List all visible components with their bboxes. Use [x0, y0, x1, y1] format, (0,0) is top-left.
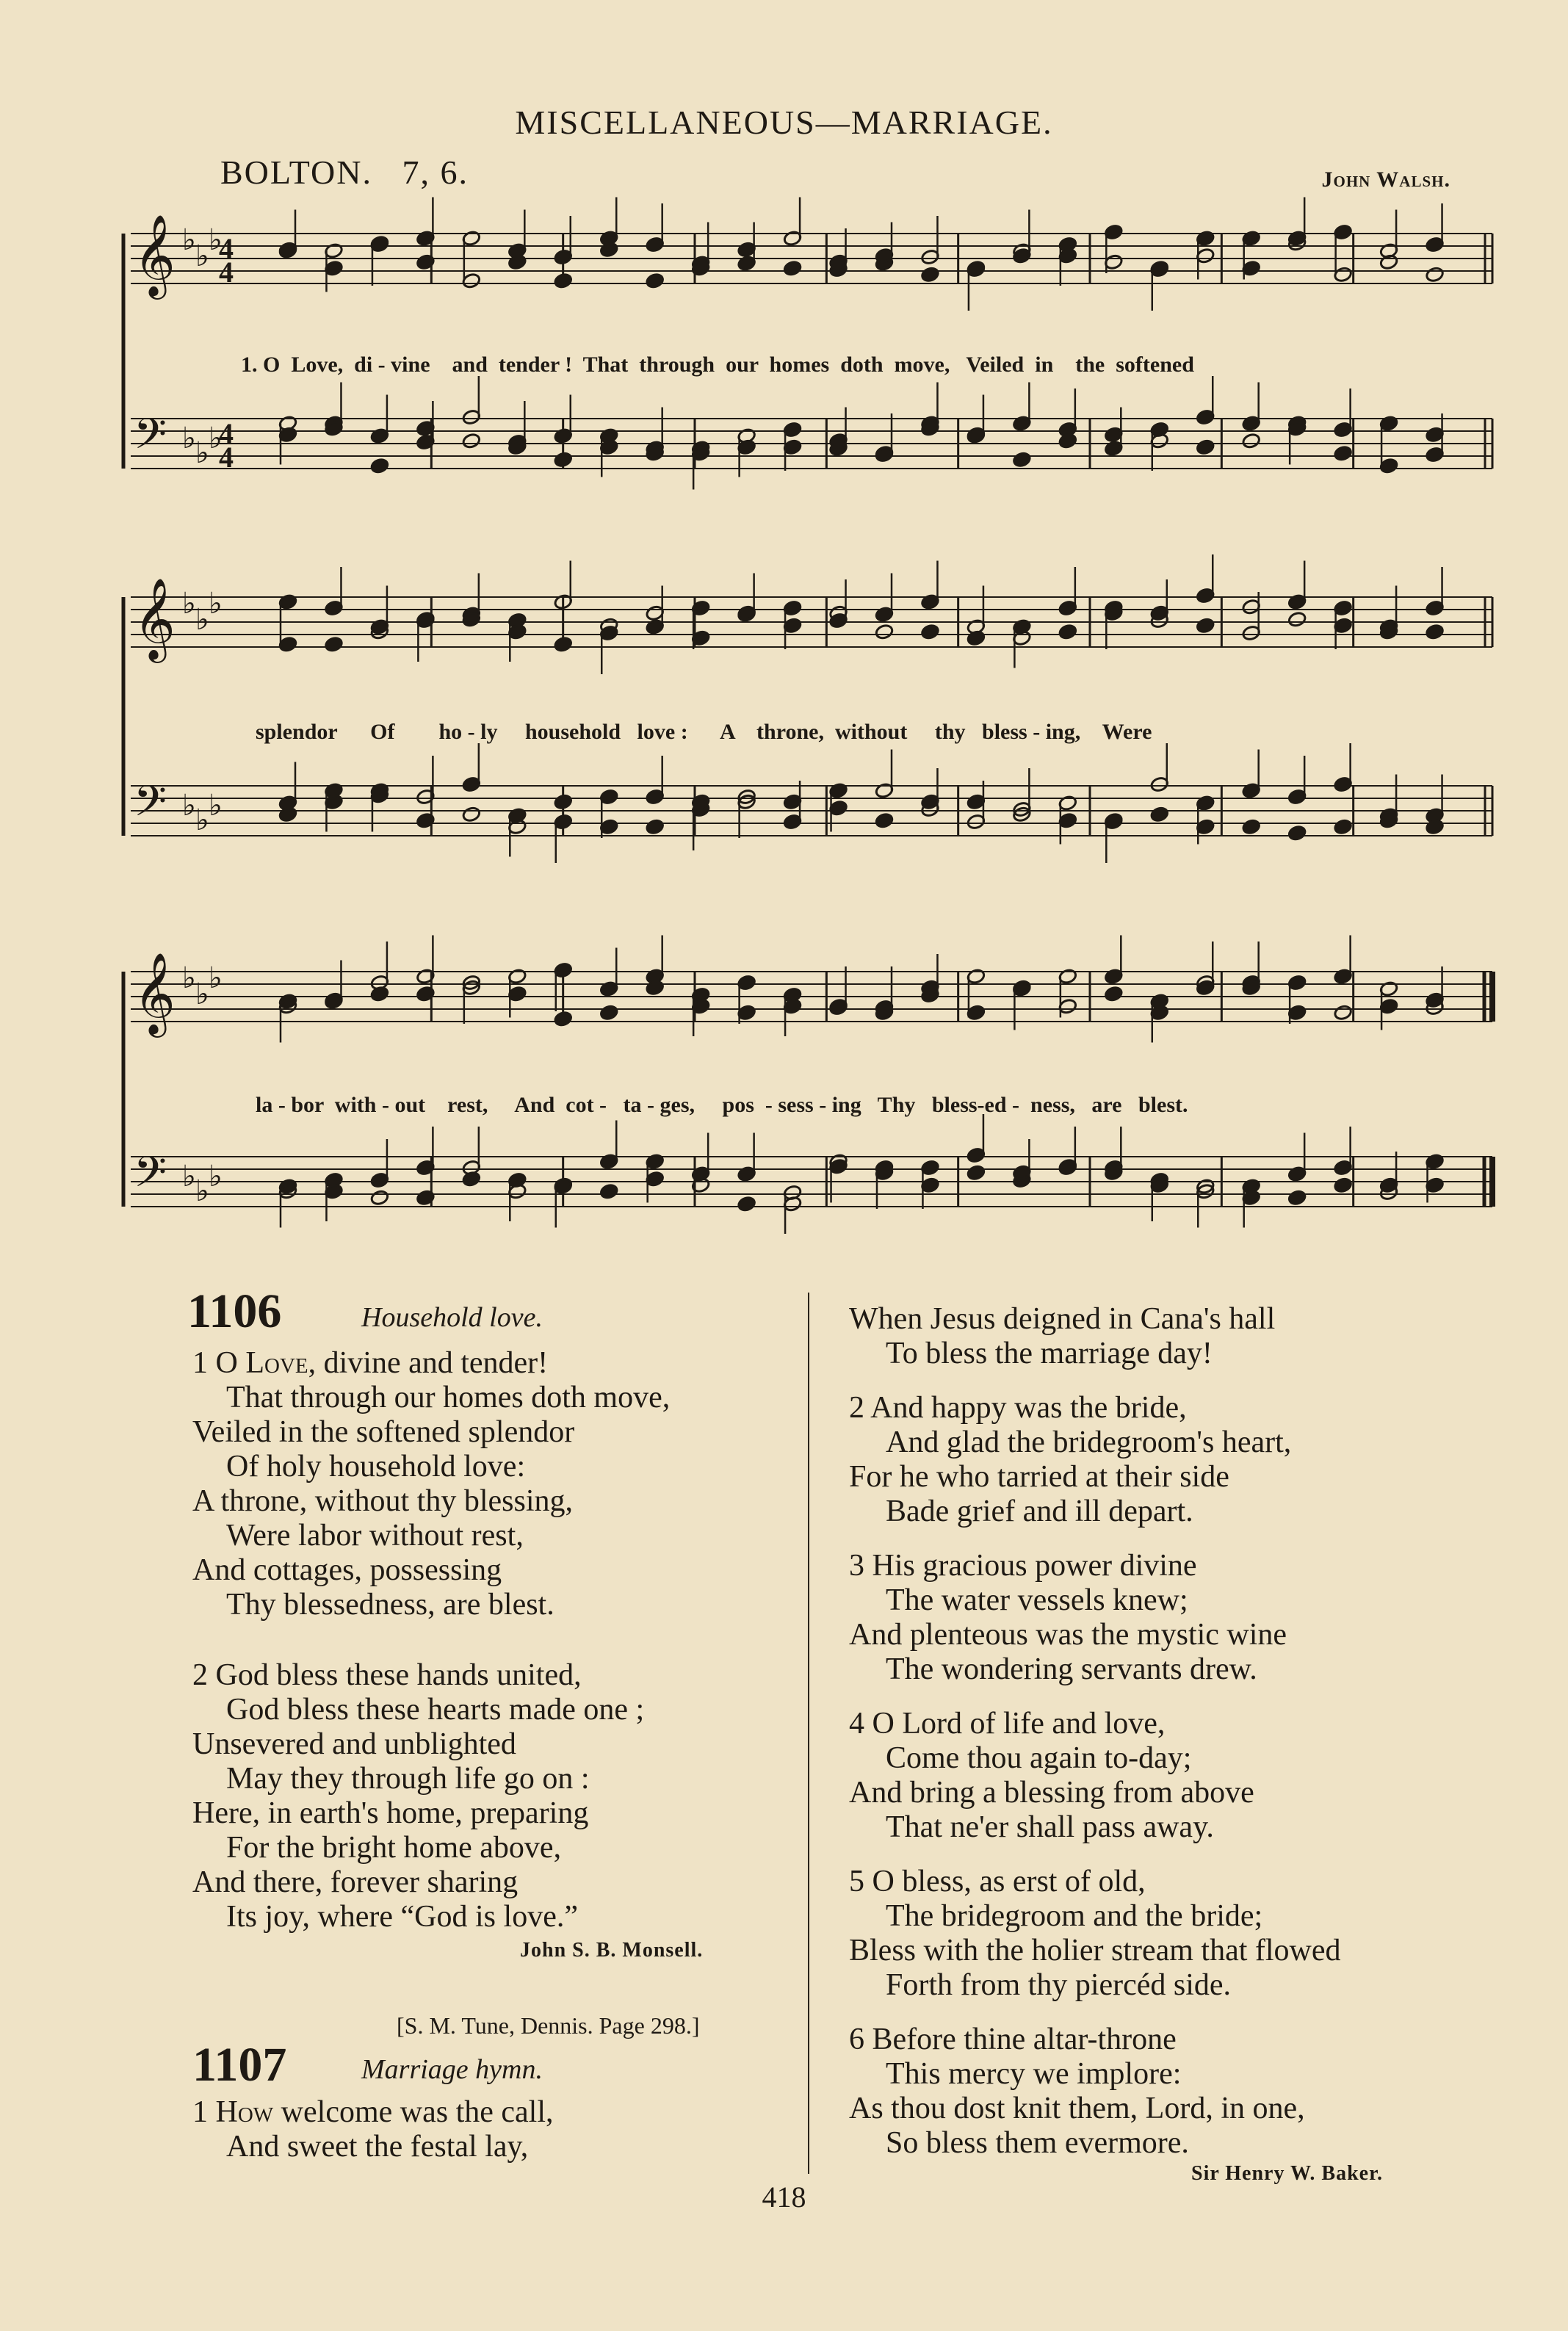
- flat-icon: ♭: [182, 1160, 196, 1193]
- note-head: [370, 1190, 389, 1207]
- note-head: [462, 806, 481, 823]
- verse-line: Come thou again to-day;: [886, 1741, 1192, 1775]
- note-head: [554, 452, 573, 469]
- note-head: [324, 636, 343, 653]
- lyric-line-2: splendor Of ho - ly household love : A throne, without thy bless - ing, Were: [256, 720, 1152, 744]
- page-number: 418: [762, 2180, 806, 2213]
- verse-line: And bring a blessing from above: [849, 1776, 1254, 1810]
- verse-line: That through our homes doth move,: [226, 1381, 671, 1414]
- note-head: [920, 624, 939, 640]
- treble-clef-icon: 𝄞: [134, 952, 176, 1034]
- flat-icon: ♭: [209, 223, 223, 256]
- lyric-line-3: la - bor with - out rest, And cot - ta - ges, pos - sess - ing Thy bless-ed - ness, are blest.: [256, 1093, 1188, 1117]
- flat-icon: ♭: [182, 587, 196, 620]
- time-signature-icon: 4: [219, 232, 234, 265]
- note-head: [1334, 819, 1353, 836]
- verse-line: This mercy we implore:: [886, 2057, 1182, 2091]
- note-head: [1196, 439, 1215, 456]
- flat-icon: ♭: [195, 436, 209, 469]
- note-head: [1287, 611, 1307, 628]
- hymn-title-1107: Marriage hymn.: [361, 2054, 543, 2085]
- note-head: [599, 1183, 618, 1200]
- composer-credit: John Walsh.: [1321, 167, 1450, 192]
- verse-line: The bridegroom and the bride;: [886, 1899, 1263, 1933]
- verse-line: So bless them evermore.: [886, 2126, 1189, 2160]
- verse-line: The water vessels knew;: [886, 1583, 1188, 1617]
- verse-line: And plenteous was the mystic wine: [849, 1618, 1287, 1652]
- verse-line: And glad the bridegroom's heart,: [886, 1425, 1292, 1459]
- flat-icon: ♭: [209, 1160, 223, 1193]
- hymn-1107-tune-reference: [S. M. Tune, Dennis. Page 298.]: [397, 2012, 700, 2039]
- bass-clef-icon: 𝄢: [134, 776, 167, 836]
- verse-line: The wondering servants drew.: [886, 1652, 1257, 1686]
- flat-icon: ♭: [182, 789, 196, 822]
- note-head: [554, 272, 573, 289]
- note-head: [783, 260, 802, 277]
- flat-icon: ♭: [182, 422, 196, 455]
- note-head: [554, 636, 573, 653]
- note-head: [920, 267, 939, 283]
- lyric-line-1: 1. O Love, di - vine and tender ! That through our homes doth move, Veiled in the softened: [241, 353, 1194, 377]
- final-bar-line: [1489, 972, 1495, 1022]
- note-head: [1242, 433, 1261, 449]
- note-head: [967, 1165, 986, 1182]
- flat-icon: ♭: [182, 223, 196, 256]
- verse-line: Veiled in the softened splendor: [192, 1415, 575, 1449]
- note-head: [1012, 452, 1031, 469]
- verse-line: May they through life go on :: [226, 1762, 590, 1796]
- verse-line: Of holy household love:: [226, 1450, 526, 1483]
- note-head: [1150, 806, 1169, 823]
- flat-icon: ♭: [195, 803, 209, 836]
- note-head: [646, 819, 665, 836]
- verse-line: And cottages, possessing: [192, 1553, 502, 1587]
- treble-clef-icon: 𝄞: [134, 577, 176, 659]
- verse-line: 5 O bless, as erst of old,: [849, 1865, 1146, 1898]
- bass-clef-icon: 𝄢: [134, 409, 167, 469]
- verse-line: That ne'er shall pass away.: [886, 1810, 1214, 1844]
- flat-icon: ♭: [209, 789, 223, 822]
- flat-icon: ♭: [209, 587, 223, 620]
- verse-line: Forth from thy piercéd side.: [886, 1968, 1232, 2002]
- bass-clef-icon: 𝄢: [134, 1147, 167, 1207]
- note-head: [1425, 624, 1444, 640]
- verse-line: As thou dost knit them, Lord, in one,: [849, 2092, 1305, 2125]
- note-head: [1334, 1005, 1353, 1022]
- verse-line: 1 O Love, divine and tender!: [192, 1346, 549, 1380]
- time-signature-icon: 4: [219, 441, 234, 474]
- note-head: [1058, 624, 1077, 640]
- flat-icon: ♭: [195, 239, 209, 272]
- flat-icon: ♭: [195, 977, 209, 1011]
- note-head: [554, 1011, 573, 1027]
- flat-icon: ♭: [182, 961, 196, 994]
- verse-line: A throne, without thy blessing,: [192, 1484, 573, 1518]
- note-head: [1242, 819, 1261, 836]
- time-signature-icon: 4: [219, 417, 234, 450]
- verse-line: 1 How welcome was the call,: [192, 2095, 554, 2129]
- verse-line: 6 Before thine altar-throne: [849, 2023, 1177, 2056]
- note-head: [554, 794, 573, 811]
- note-head: [646, 272, 665, 289]
- note-head: [1287, 825, 1307, 842]
- verse-line: Thy blessedness, are blest.: [226, 1588, 554, 1622]
- note-head: [1425, 267, 1444, 283]
- tune-name: BOLTON.: [220, 153, 372, 191]
- time-signature-icon: 4: [219, 256, 234, 289]
- verse-line: When Jesus deigned in Cana's hall: [849, 1302, 1276, 1336]
- verse-line: And there, forever sharing: [192, 1865, 519, 1899]
- note-head: [599, 1005, 618, 1022]
- flat-icon: ♭: [209, 422, 223, 455]
- verse-line: For he who tarried at their side: [849, 1460, 1229, 1494]
- note-head: [370, 458, 389, 474]
- flat-icon: ♭: [209, 961, 223, 994]
- verse-line: For the bright home above,: [226, 1831, 562, 1865]
- note-head: [875, 812, 894, 829]
- verse-line: And sweet the festal lay,: [226, 2130, 529, 2164]
- note-head: [1104, 986, 1123, 1002]
- verse-line: 2 God bless these hands united,: [192, 1658, 582, 1692]
- verse-line: Unsevered and unblighted: [192, 1727, 516, 1761]
- verse-line: Its joy, where “God is love.”: [226, 1900, 578, 1934]
- hymn-number-1107: 1107: [192, 2038, 287, 2092]
- note-head: [875, 624, 894, 640]
- flat-icon: ♭: [195, 603, 209, 636]
- hymn-title-1106: Household love.: [361, 1302, 543, 1333]
- section-title: MISCELLANEOUS—MARRIAGE.: [515, 104, 1053, 141]
- verse-line: 4 O Lord of life and love,: [849, 1707, 1166, 1741]
- note-head: [1334, 1177, 1353, 1194]
- treble-clef-icon: 𝄞: [134, 214, 176, 296]
- verse-line: 3 His gracious power divine: [849, 1549, 1197, 1583]
- column-divider: [808, 1293, 809, 2174]
- verse-line: God bless these hearts made one ;: [226, 1693, 645, 1727]
- note-head: [1287, 1190, 1307, 1207]
- verse-line: Here, in earth's home, preparing: [192, 1796, 589, 1830]
- note-head: [462, 433, 481, 449]
- note-head: [1334, 445, 1353, 462]
- verse-line: Bless with the holier stream that flowed: [849, 1934, 1341, 1967]
- final-bar-line: [1489, 1157, 1495, 1207]
- hymn-1107-author: Sir Henry W. Baker.: [1191, 2162, 1383, 2185]
- tune-meter: 7, 6.: [402, 153, 469, 191]
- verse-line: To bless the marriage day!: [886, 1337, 1213, 1370]
- verse-line: Bade grief and ill depart.: [886, 1495, 1193, 1528]
- verse-line: Were labor without rest,: [226, 1519, 524, 1553]
- flat-icon: ♭: [195, 1174, 209, 1207]
- note-head: [737, 1196, 756, 1213]
- hymn-1106-author: John S. B. Monsell.: [520, 1939, 704, 1962]
- note-head: [1196, 618, 1215, 635]
- hymn-number-1106: 1106: [187, 1284, 282, 1338]
- verse-line: 2 And happy was the bride,: [849, 1391, 1187, 1425]
